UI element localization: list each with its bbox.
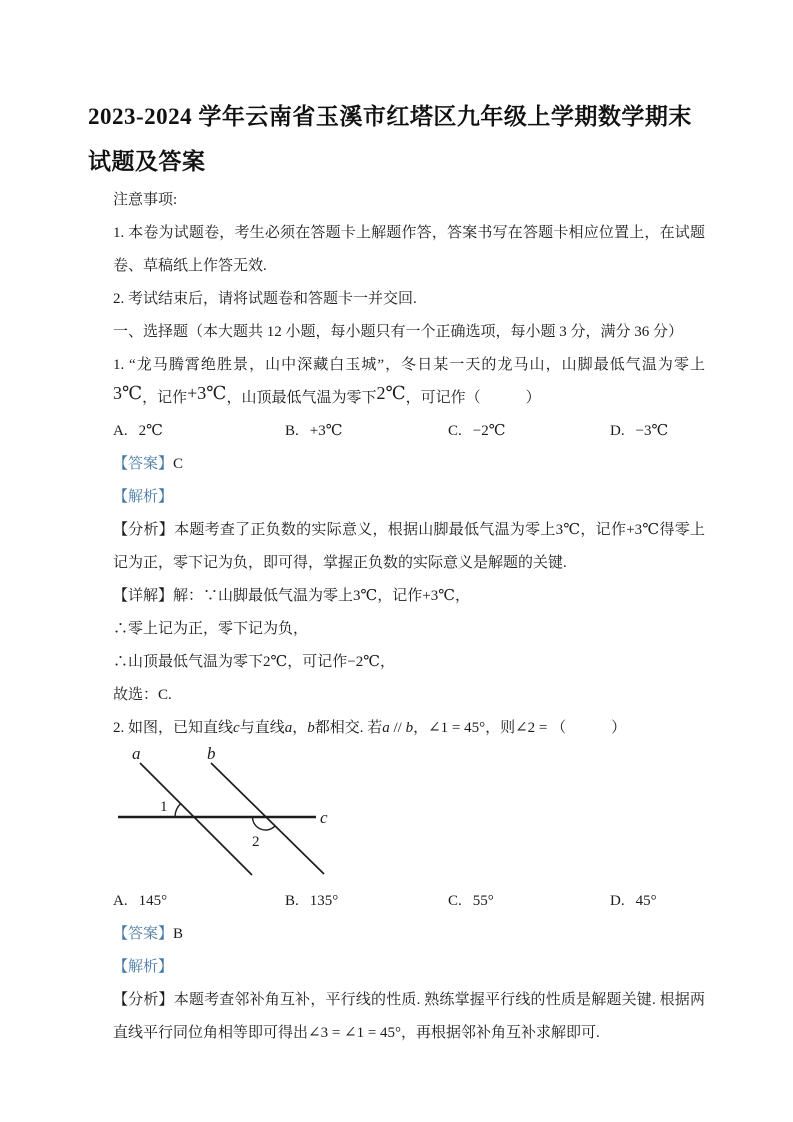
notice-heading: 注意事项: [113, 192, 178, 208]
q1-analysis-text: 本题考查了正负数的实际意义，根据山脚最低气温为零上3℃，记作+3℃得零上记为正，零下记为负，即可得，掌握正负数的实际意义是解题的关键. [113, 522, 705, 571]
q2-analysis [113, 984, 705, 1050]
page-title-line1: 2023-2024 学年云南省玉溪市红塔区九年级上学期数学期末 [88, 104, 692, 129]
analysis-label: 【分析】 [113, 992, 174, 1008]
q1-detail-line-2: ∴零上记为正，零下记为负， [113, 621, 309, 637]
angle-1-arc [175, 804, 181, 817]
page-title-line2: 试题及答案 [88, 149, 206, 174]
q1-detail-text: 解：∵山脚最低气温为零上3℃，记作+3℃， [173, 588, 471, 604]
q1-detail-line-1 [113, 580, 705, 613]
q2-option-a [113, 885, 285, 918]
option-value: 2℃ [138, 423, 163, 439]
question-2-text [113, 712, 705, 745]
q1-text-segment: ，山顶最低气温为零下 [226, 390, 377, 406]
answer-label: 【答案】 [113, 926, 174, 942]
document-body [113, 184, 705, 1050]
line-b-label: b [207, 745, 216, 763]
analysis-label: 【分析】 [113, 522, 175, 538]
option-label: A. [113, 423, 128, 439]
detail-label: 【详解】 [113, 588, 174, 604]
q2-option-d [610, 885, 705, 918]
q1-temp-formula: 2℃ [376, 383, 406, 403]
option-label: B. [285, 423, 299, 439]
q1-conclusion: 故选：C. [113, 687, 172, 703]
line-b [211, 763, 324, 874]
q1-temp-formula: +3℃ [187, 383, 227, 403]
question-2-options [113, 885, 705, 918]
parallel-lines-diagram [118, 745, 418, 885]
explain-label: 【解析】 [113, 959, 174, 975]
option-value: −3℃ [635, 423, 669, 439]
q2-answer-value: B [173, 926, 184, 942]
line-a-label: a [132, 745, 141, 763]
notice-item-2: 2. 考试结束后，请将试题卷和答题卡一并交回. [113, 291, 417, 307]
page-title [88, 94, 705, 184]
q1-answer-line [113, 448, 705, 481]
q2-text-segment: 2. 如图，已知直线 [113, 720, 234, 736]
option-value: 45° [635, 893, 657, 909]
q1-text-segment: 1. “龙马腾霄绝胜景，山中深藏白玉城”，冬日某一天的龙马山，山脚最低气温为零上 [113, 357, 705, 373]
math-var-a: a [284, 720, 293, 736]
option-label: C. [448, 423, 462, 439]
q1-analysis [113, 514, 705, 580]
option-value: +3℃ [309, 423, 343, 439]
math-var-b: b [405, 720, 414, 736]
question-1-text [113, 349, 705, 415]
explain-label: 【解析】 [113, 489, 174, 505]
option-value: 55° [472, 893, 494, 909]
angle-1-label: 1 [160, 799, 168, 815]
section-heading: 一、选择题（本大题共 12 小题，每小题只有一个正确选项，每小题 3 分，满分 36 分） [113, 324, 684, 340]
q2-explain-label [113, 951, 705, 984]
q1-explain-label [113, 481, 705, 514]
option-value: 145° [138, 893, 168, 909]
q2-text-segment: ，∠1 = 45°，则∠2 = （ ） [413, 720, 627, 736]
option-label: D. [610, 893, 625, 909]
q2-analysis-text: 本题考查邻补角互补，平行线的性质. 熟练掌握平行线的性质是解题关键. 根据两直线平行同位角相等即可得出∠3 = ∠1 = 45°，再根据邻补角互补求解即可. [113, 992, 705, 1041]
option-value: 135° [309, 893, 339, 909]
option-value: −2℃ [472, 423, 506, 439]
q2-answer-line [113, 918, 705, 951]
q1-option-a [113, 415, 285, 448]
q2-option-c [448, 885, 610, 918]
q1-option-d [610, 415, 705, 448]
q1-option-c [448, 415, 610, 448]
q2-text-segment: ， [292, 720, 308, 736]
q1-answer-value: C [173, 456, 184, 472]
line-a [140, 763, 252, 875]
answer-label: 【答案】 [113, 456, 174, 472]
option-label: A. [113, 893, 128, 909]
parallel-symbol: // [389, 720, 406, 736]
math-var-b: b [307, 720, 315, 736]
angle-2-arc [253, 817, 275, 830]
question-1-options [113, 415, 705, 448]
q1-text-segment: ，记作 [142, 390, 188, 406]
option-label: B. [285, 893, 299, 909]
option-label: C. [448, 893, 462, 909]
option-label: D. [610, 423, 625, 439]
line-c-label: c [320, 808, 328, 827]
angle-2-label: 2 [252, 834, 260, 850]
math-var-a: a [382, 720, 390, 736]
q1-option-b [285, 415, 448, 448]
notice-item-1: 1. 本卷为试题卷，考生必须在答题卡上解题作答，答案书写在答题卡相应位置上，在试题卷、草稿纸上作答无效. [113, 225, 705, 274]
q1-text-segment: ，可记作（ ） [405, 390, 541, 406]
q2-text-segment: 与直线 [239, 720, 285, 736]
q2-option-b [285, 885, 448, 918]
q1-detail-line-3: ∴山顶最低气温为零下2℃，可记作−2℃， [113, 654, 396, 670]
q2-geometry-figure [118, 745, 705, 885]
q1-temp-formula: 3℃ [113, 383, 143, 403]
q2-text-segment: 都相交. 若 [314, 720, 383, 736]
math-var-c: c [233, 720, 240, 736]
